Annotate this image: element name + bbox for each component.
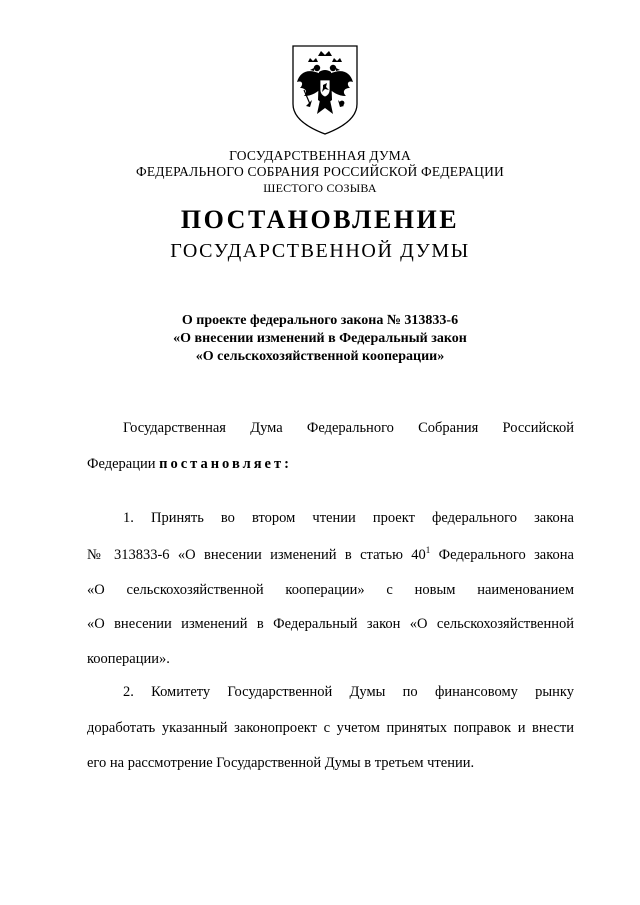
coat-of-arms-icon xyxy=(290,44,360,136)
article-superscript: 1 xyxy=(425,545,431,555)
p1-line2-start: № 313833-6 «О внесении изменений в статью 40 xyxy=(87,547,426,563)
paragraph-1-line-4: «О внесении изменений в Федеральный закон «О сельскохозяйственной xyxy=(87,616,574,632)
intro-line-2-start: Федерации xyxy=(87,456,156,472)
intro-line-1: Государственная Дума Федерального Собрания Российской xyxy=(123,420,574,436)
decision-verb: постановляет: xyxy=(159,456,292,472)
paragraph-1-line-3: «О сельскохозяйственной кооперации» с новым наименованием xyxy=(87,582,574,598)
paragraph-1-line-1: 1. Принять во втором чтении проект федерального закона xyxy=(123,510,574,526)
convocation-line: ШЕСТОГО СОЗЫВА xyxy=(263,181,377,195)
org-name-line-1: ГОСУДАРСТВЕННАЯ ДУМА xyxy=(229,148,411,163)
paragraph-2-line-3: его на рассмотрение Государственной Думы в третьем чтении. xyxy=(87,755,475,771)
p1-line2-end: Федерального закона xyxy=(430,547,574,563)
intro-line-2 xyxy=(87,455,574,473)
subject-line-2: «О внесении изменений в Федеральный закон xyxy=(173,331,467,346)
document-issuer: ГОСУДАРСТВЕННОЙ ДУМЫ xyxy=(170,240,470,262)
subject-line-1: О проекте федерального закона № 313833-6 xyxy=(181,313,459,328)
document-type-title: ПОСТАНОВЛЕНИЕ xyxy=(180,205,460,234)
paragraph-2-line-2: доработать указанный законопроект с учетом принятых поправок и внести xyxy=(87,720,574,736)
subject-line-3: «О сельскохозяйственной кооперации» xyxy=(195,349,445,364)
paragraph-1-line-5: кооперации». xyxy=(87,651,170,667)
paragraph-1-line-2 xyxy=(87,546,574,564)
paragraph-2-line-1: 2. Комитету Государственной Думы по финансовому рынку xyxy=(123,684,574,700)
org-name-line-2: ФЕДЕРАЛЬНОГО СОБРАНИЯ РОССИЙСКОЙ ФЕДЕРАЦИИ xyxy=(136,164,504,179)
